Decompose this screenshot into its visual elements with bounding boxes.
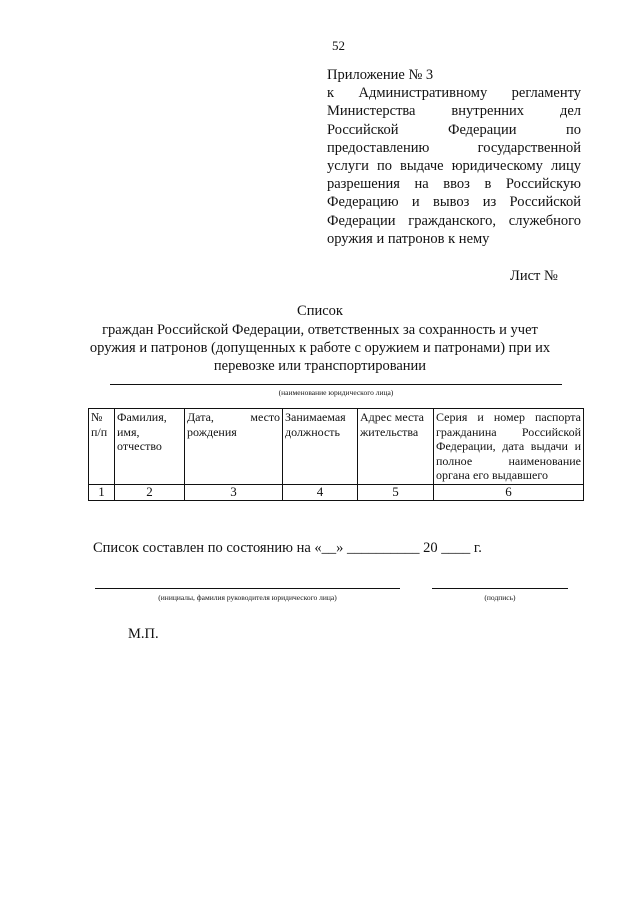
sheet-number-label: Лист № <box>510 268 558 284</box>
col-number-cell: 1 <box>89 484 115 500</box>
document-title <box>70 302 570 375</box>
signature-name-line <box>95 588 400 589</box>
appendix-line: Федерацию и вывоз из Российской <box>327 194 581 211</box>
col-header-position: Занимаемая должность <box>283 409 358 485</box>
title-line: перевозке или транспортировании <box>213 358 427 374</box>
col-number-cell: 6 <box>434 484 584 500</box>
appendix-line: услуги по выдаче юридическому лицу <box>327 158 581 175</box>
col-header-address: Адрес места жительства <box>358 409 434 485</box>
appendix-line: Министерства внутренних дел <box>327 103 581 120</box>
citizens-table <box>88 408 584 501</box>
title-heading: Список <box>297 303 343 319</box>
title-line: граждан Российской Федерации, ответственных за сохранность и учет <box>102 322 538 338</box>
org-name-caption: (наименование юридического лица) <box>278 388 394 397</box>
col-number-cell: 5 <box>358 484 434 500</box>
signature-line <box>432 588 568 589</box>
table-header-row <box>89 409 584 485</box>
appendix-line: к Административному регламенту <box>327 85 581 102</box>
page-number: 52 <box>332 38 345 53</box>
appendix-line: Российской Федерации по <box>327 121 581 138</box>
appendix-line: предоставлению государственной <box>327 139 581 156</box>
appendix-line: Федерации гражданского, служебного <box>327 212 581 229</box>
table-row <box>89 484 584 500</box>
date-statement: Список составлен по состоянию на «__» __________ 20 ____ г. <box>93 540 482 556</box>
col-number-cell: 3 <box>185 484 283 500</box>
appendix-header <box>327 66 581 248</box>
org-name-line <box>110 384 562 385</box>
title-line: оружия и патронов (допущенных к работе с оружием и патронами) при их <box>89 340 551 356</box>
appendix-line: оружия и патронов к нему <box>327 230 490 247</box>
col-header-full-name: Фамилия, имя, отчество <box>115 409 185 485</box>
col-header-number: № п/п <box>89 409 115 485</box>
signature-caption: (подпись) <box>484 593 516 602</box>
col-header-birth: Дата, место рождения <box>185 409 283 485</box>
col-number-cell: 2 <box>115 484 185 500</box>
appendix-line: Приложение № 3 <box>327 67 434 83</box>
signature-name-caption: (инициалы, фамилия руководителя юридического лица) <box>158 593 337 602</box>
appendix-line: разрешения на ввоз в Российскую <box>327 176 581 193</box>
col-header-passport: Серия и номер паспорта гражданина Российской Федерации, дата выдачи и полное наименование органа его выдавшего <box>434 409 584 485</box>
stamp-place: М.П. <box>128 626 159 642</box>
col-number-cell: 4 <box>283 484 358 500</box>
